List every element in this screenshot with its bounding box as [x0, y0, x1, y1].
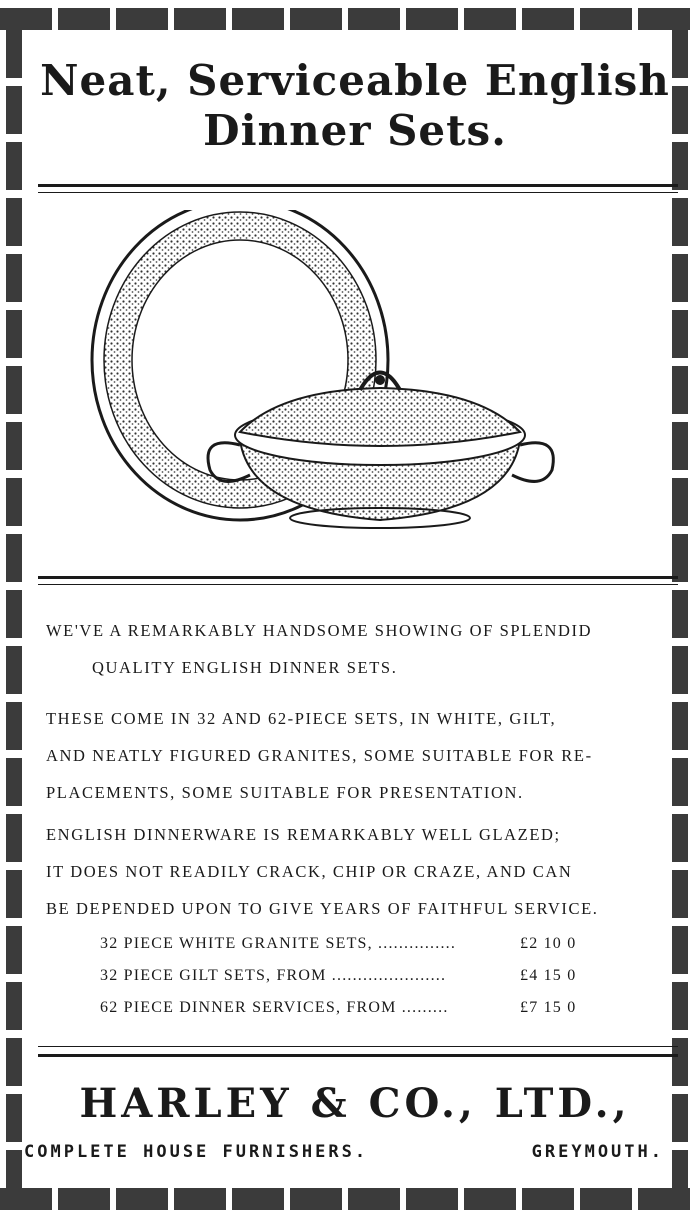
divider-top [38, 184, 678, 187]
divider-middle-thin [38, 584, 678, 585]
divider-bottom [38, 1054, 678, 1057]
divider-middle [38, 576, 678, 579]
quality-line-2: IT DOES NOT READILY CRACK, CHIP OR CRAZE, AND CAN [46, 862, 573, 881]
price-amount: £4 15 0 [520, 967, 577, 984]
intro-line-1: WE'VE A REMARKABLY HANDSOME SHOWING OF SPLENDID [46, 621, 593, 640]
decorative-border-right [672, 30, 688, 1188]
price-label: 62 PIECE DINNER SERVICES, FROM ......... [100, 999, 449, 1016]
decorative-border-bottom [0, 1188, 691, 1210]
headline-line-2: Dinner Sets. [203, 106, 507, 155]
price-label: 32 PIECE GILT SETS, FROM ...................... [100, 967, 447, 984]
divider-top-thin [38, 192, 678, 193]
intro-paragraph [46, 612, 658, 686]
company-name: HARLEY & CO., LTD., [79, 1080, 631, 1127]
headline-line-1: Neat, Serviceable English [40, 56, 670, 105]
headline [40, 56, 670, 156]
dinner-plate-and-tureen-icon [80, 210, 640, 570]
divider-bottom-thin [38, 1046, 678, 1047]
price-list [100, 928, 660, 1024]
tagline-right: GREYMOUTH. [531, 1142, 664, 1162]
quality-line-1: ENGLISH DINNERWARE IS REMARKABLY WELL GLAZED; [46, 825, 561, 844]
sets-line-2: AND NEATLY FIGURED GRANITES, SOME SUITABLE FOR RE- [46, 746, 593, 765]
price-row [100, 992, 660, 1024]
decorative-border-top [0, 8, 691, 30]
company-tagline [24, 1142, 664, 1162]
quality-paragraph [46, 816, 658, 927]
price-amount: £2 10 0 [520, 935, 577, 952]
price-amount: £7 15 0 [520, 999, 577, 1016]
tagline-left: COMPLETE HOUSE FURNISHERS. [24, 1142, 369, 1162]
price-row [100, 928, 660, 960]
intro-line-2: QUALITY ENGLISH DINNER SETS. [92, 658, 398, 677]
price-label: 32 PIECE WHITE GRANITE SETS, ............... [100, 935, 457, 952]
sets-line-1: THESE COME IN 32 AND 62-PIECE SETS, IN WHITE, GILT, [46, 709, 557, 728]
price-row [100, 960, 660, 992]
sets-line-3: PLACEMENTS, SOME SUITABLE FOR PRESENTATION. [46, 783, 524, 802]
quality-line-3: BE DEPENDED UPON TO GIVE YEARS OF FAITHFUL SERVICE. [46, 899, 599, 918]
sets-paragraph [46, 700, 658, 811]
decorative-border-left [6, 30, 22, 1188]
